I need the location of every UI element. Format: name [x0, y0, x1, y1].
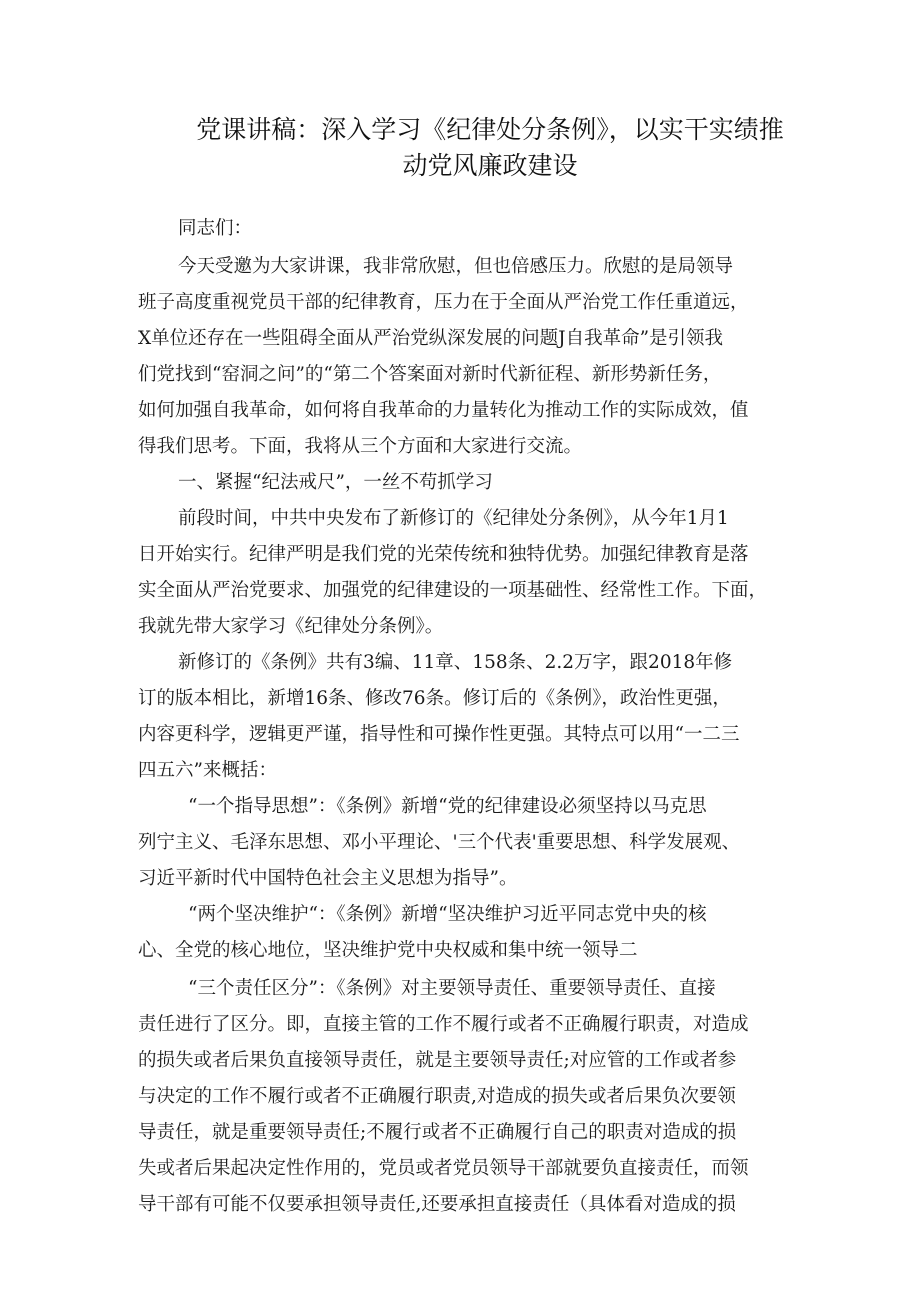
body-line: 导责任，就是重要领导责任;不履行或者不正确履行自己的职责对造成的损	[138, 1122, 737, 1143]
body-line: 新修订的《条例》共有3编、11章、158条、2.2万字，跟2018年修	[178, 652, 733, 673]
body-line: 与决定的工作不履行或者不正确履行职责,对造成的损失或者后果负次要领	[138, 1086, 736, 1107]
body-line: 心、全党的核心地位，坚决维护党中央权威和集中统一领导二	[138, 940, 638, 961]
body-line: “两个坚决维护“：《条例》新增“坚决维护习近平同志党中央的核	[188, 904, 707, 925]
body-line: 我就先带大家学习《纪律处分条例》。	[138, 616, 444, 637]
body-line: 责任进行了区分。即，直接主管的工作不履行或者不正确履行职责，对造成	[138, 1014, 749, 1035]
title-line-2: 动党风廉政建设	[402, 151, 578, 180]
section-heading: 一、紧握“纪法戒尺”，一丝不苟抓学习	[178, 472, 493, 493]
body-line: “一个指导思想”：《条例》新增“党的纪律建设必须坚持以马克思	[188, 796, 707, 817]
body-line: 如何加强自我革命，如何将自我革命的力量转化为推动工作的实际成效，值	[138, 400, 749, 421]
body-line: 四五六”来概括：	[138, 760, 277, 781]
body-line: 的损失或者后果负直接领导责任，就是主要领导责任;对应管的工作或者参	[138, 1050, 737, 1071]
body-line: 得我们思考。下面，我将从三个方面和大家进行交流。	[138, 436, 583, 457]
body-line: 订的版本相比，新增16条、修改76条。修订后的《条例》，政治性更强，	[138, 688, 731, 709]
body-line: 内容更科学，逻辑更严谨，指导性和可操作性更强。其特点可以用“一二三	[138, 724, 740, 745]
body-line: 日开始实行。纪律严明是我们党的光荣传统和独特优势。加强纪律教育是落	[138, 544, 749, 565]
body-line: 导干部有可能不仅要承担领导责任,还要承担直接责任（具体看对造成的损	[138, 1194, 736, 1215]
body-line: 习近平新时代中国特色社会主义思想为指导”。	[138, 868, 518, 889]
body-line: 列宁主义、毛泽东思想、邓小平理论、'三个代表'重要思想、科学发展观、	[138, 832, 741, 853]
document-title	[180, 112, 800, 184]
body-line: X单位还存在一些阻碍全面从严治党纵深发展的问题J自我革命”是引领我	[138, 328, 724, 349]
title-line-1: 党课讲稿：深入学习《纪律处分条例》，以实干实绩推	[196, 115, 784, 144]
body-line: 班子高度重视党员干部的纪律教育，压力在于全面从严治党工作任重道远，	[138, 292, 749, 313]
body-line: “三个责任区分”：《条例》对主要领导责任、重要领导责任、直接	[188, 978, 716, 999]
greeting-line: 同志们：	[178, 218, 253, 239]
body-line: 们党找到“窑洞之问”的“第二个答案面对新时代新征程、新形势新任务，	[138, 364, 722, 385]
body-line: 实全面从严治党要求、加强党的纪律建设的一项基础性、经常性工作。下面，	[138, 580, 768, 601]
body-line: 今天受邀为大家讲课，我非常欣慰，但也倍感压力。欣慰的是局领导	[178, 256, 734, 277]
body-line: 前段时间，中共中央发布了新修订的《纪律处分条例》，从今年1月1	[178, 508, 729, 529]
body-line: 失或者后果起决定性作用的，党员或者党员领导干部就要负直接责任，而领	[138, 1158, 749, 1179]
